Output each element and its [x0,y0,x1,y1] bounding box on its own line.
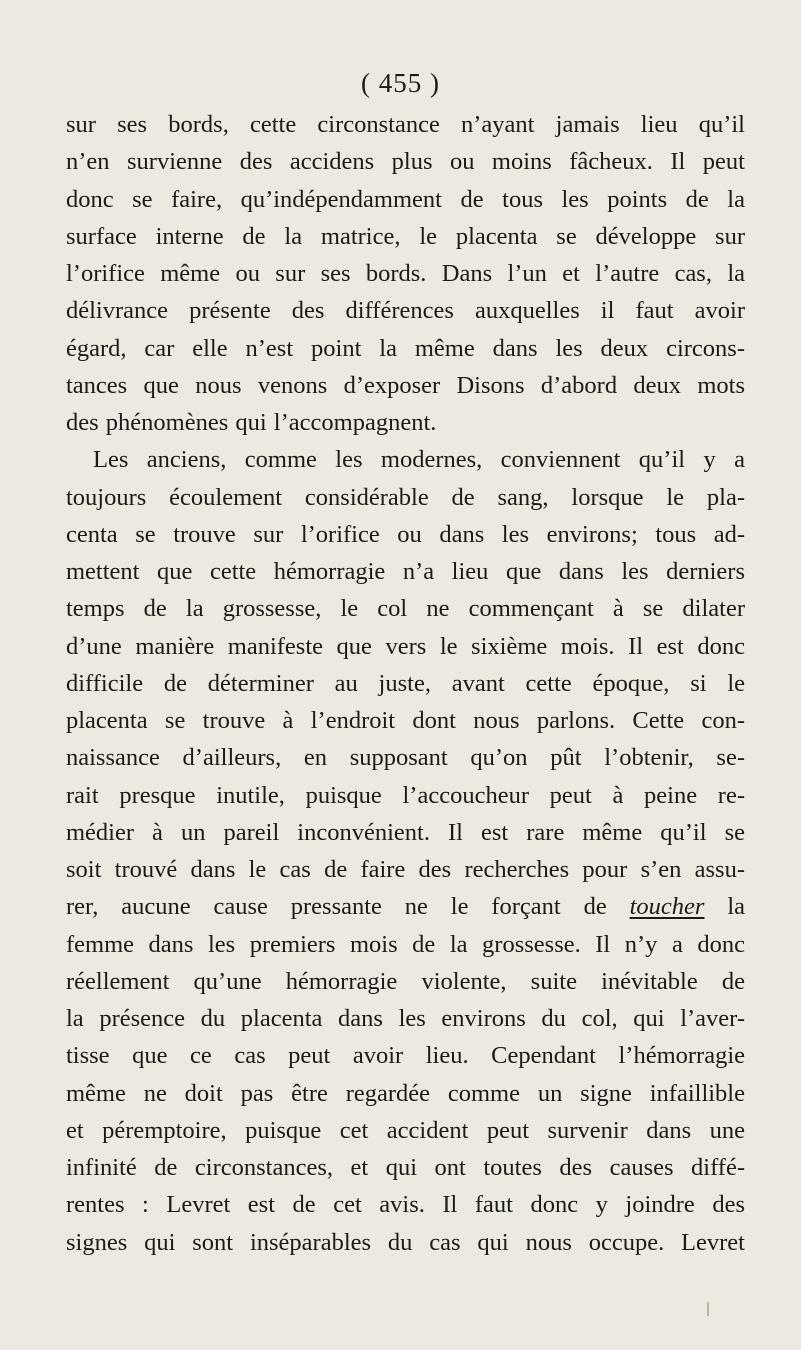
text-line: signes qui sont inséparables du cas qui nous occupe. Levret [66,1228,745,1256]
text-line: sur ses bords, cette circonstance n’ayant jamais lieu qu’il [66,111,745,138]
text-line: rait presque inutile, puisque l’accoucheur peut à peine re- [66,781,745,809]
text-line: tisse que ce cas peut avoir lieu. Cependant l’hémorragie [66,1042,745,1070]
text-line: la présence du placenta dans les environs du col, qui l’aver- [66,1005,745,1032]
text-line: difficile de déterminer au juste, avant cette époque, si le [66,669,745,697]
text-line: réellement qu’une hémorragie violente, suite inévitable de [66,967,745,995]
text-line-with-emphasis [66,888,745,925]
paragraph-end-line: des phénomènes qui l’accompagnent. [66,409,437,436]
text-line: toujours écoulement considérable de sang, lorsque le pla- [66,483,745,511]
text-line: n’en survienne des accidens plus ou moins fâcheux. Il peut [66,148,745,176]
body-text [66,106,745,1261]
text-line: surface interne de la matrice, le placenta se développe sur [66,222,745,250]
text-line: égard, car elle n’est point la même dans les deux circons- [66,334,745,362]
page-number: ( 455 ) [361,68,440,98]
text-line: délivrance présente des différences auxquelles il faut avoir [66,297,745,325]
paragraph-start-line: Les anciens, comme les modernes, conviennent qu’il y a [93,446,745,474]
emphasized-word: toucher [629,893,705,921]
text-line: tances que nous venons d’exposer Disons d’abord deux mots [66,371,745,399]
text-line: donc se faire, qu’indépendamment de tous les points de la [66,185,745,213]
text-line: rentes : Levret est de cet avis. Il faut donc y joindre des [66,1191,745,1219]
text-line: naissance d’ailleurs, en supposant qu’on pût l’obtenir, se- [66,744,745,772]
text-segment: rer, aucune cause pressante ne le forçant de [66,893,630,921]
text-line: placenta se trouve à l’endroit dont nous parlons. Cette con- [66,707,745,734]
text-line: médier à un pareil inconvénient. Il est rare même qu’il se [66,818,745,846]
text-line: mettent que cette hémorragie n’a lieu que dans les derniers [66,558,745,585]
text-segment: la [704,893,745,921]
text-line: l’orifice même ou sur ses bords. Dans l’un et l’autre cas, la [66,260,745,287]
text-line: et péremptoire, puisque cet accident peut survenir dans une [66,1116,745,1144]
print-mark [707,1302,709,1316]
text-line: centa se trouve sur l’orifice ou dans les environs; tous ad- [66,520,745,548]
text-line: femme dans les premiers mois de la grossesse. Il n’y a donc [66,930,745,958]
text-line: d’une manière manifeste que vers le sixième mois. Il est donc [66,632,745,660]
text-line: infinité de circonstances, et qui ont toutes des causes diffé- [66,1154,745,1181]
text-line: soit trouvé dans le cas de faire des recherches pour s’en assu- [66,856,745,883]
text-line: temps de la grossesse, le col ne commençant à se dilater [66,595,745,623]
text-line: même ne doit pas être regardée comme un signe infaillible [66,1079,745,1107]
